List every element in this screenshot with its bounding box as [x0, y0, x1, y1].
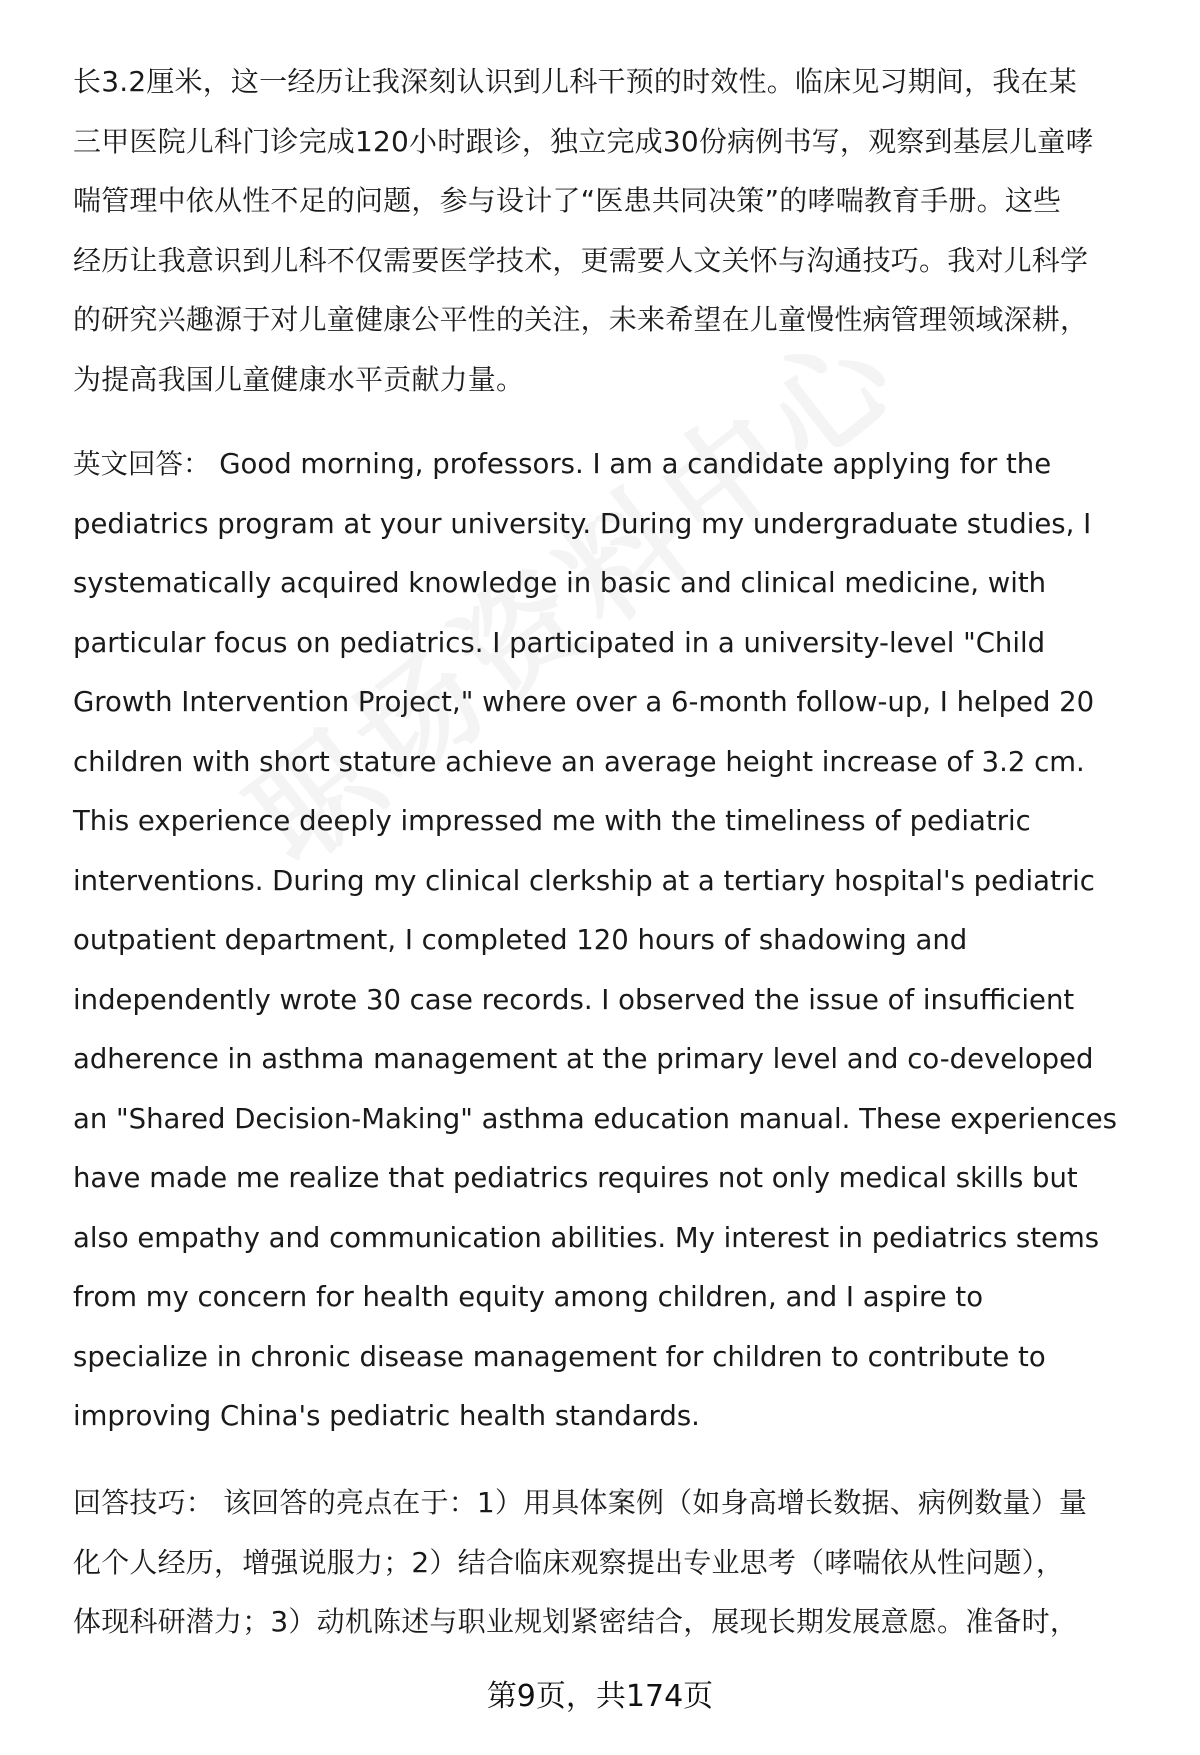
text-line: children with short stature achieve an average height increase of 3.2 cm. [73, 745, 1085, 778]
page-number: 第9页，共174页 [486, 1679, 714, 1714]
text-line: 化个人经历，增强说服力；2）结合临床观察提出专业思考（哮喘依从性问题）， [73, 1545, 1065, 1579]
text-line: adherence in asthma management at the primary level and co-developed [73, 1043, 1094, 1075]
text-line: This experience deeply impressed me with the timeliness of pediatric [73, 805, 1031, 837]
paragraph-english-answer [73, 435, 1143, 1447]
text-line: an "Shared Decision-Making" asthma education manual. These experiences [73, 1102, 1117, 1135]
text-line: 三甲医院儿科门诊完成120小时跟诊，独立完成30份病例书写，观察到基层儿童哮 [73, 124, 1094, 158]
text-line: 英文回答： Good morning, professors. I am a candidate applying for the [73, 448, 1052, 480]
text-line: outpatient department, I completed 120 hours of shadowing and [73, 924, 968, 956]
text-line: independently wrote 30 case records. I observed the issue of insufficient [73, 983, 1075, 1016]
text-line: have made me realize that pediatrics requires not only medical skills but [73, 1162, 1078, 1194]
text-line: 体现科研潜力；3）动机陈述与职业规划紧密结合，展现长期发展意愿。准备时， [73, 1605, 1079, 1638]
text-line: 长3.2厘米，这一经历让我深刻认识到儿科干预的时效性。临床见习期间，我在某 [73, 65, 1077, 98]
text-line: 为提高我国儿童健康水平贡献力量。 [73, 362, 525, 396]
text-line: 的研究兴趣源于对儿童健康公平性的关注，未来希望在儿童慢性病管理领域深耕， [73, 303, 1089, 336]
text-line: systematically acquired knowledge in basic and clinical medicine, with [73, 567, 1047, 599]
text-line: improving China's pediatric health standards. [73, 1400, 700, 1432]
text-line: specialize in chronic disease management for children to contribute to [73, 1340, 1046, 1373]
text-line: from my concern for health equity among children, and I aspire to [73, 1281, 984, 1313]
text-line: Growth Intervention Project," where over a 6-month follow-up, I helped 20 [73, 686, 1095, 718]
text-line: pediatrics program at your university. During my undergraduate studies, I [73, 507, 1092, 540]
text-line: particular focus on pediatrics. I participated in a university-level "Child [73, 626, 1046, 659]
text-line: 喘管理中依从性不足的问题，参与设计了“医患共同决策”的哮喘教育手册。这些 [73, 184, 1062, 217]
text-line: also empathy and communication abilities. My interest in pediatrics stems [73, 1221, 1100, 1254]
text-line: 回答技巧： 该回答的亮点在于：1）用具体案例（如身高增长数据、病例数量）量 [73, 1486, 1088, 1519]
paragraph-answer-tips [73, 1473, 1143, 1652]
text-line: interventions. During my clinical clerkship at a tertiary hospital's pediatric [73, 864, 1095, 897]
text-line: 经历让我意识到儿科不仅需要医学技术，更需要人文关怀与沟通技巧。我对儿科学 [73, 243, 1089, 277]
paragraph-chinese-answer [73, 52, 1143, 409]
